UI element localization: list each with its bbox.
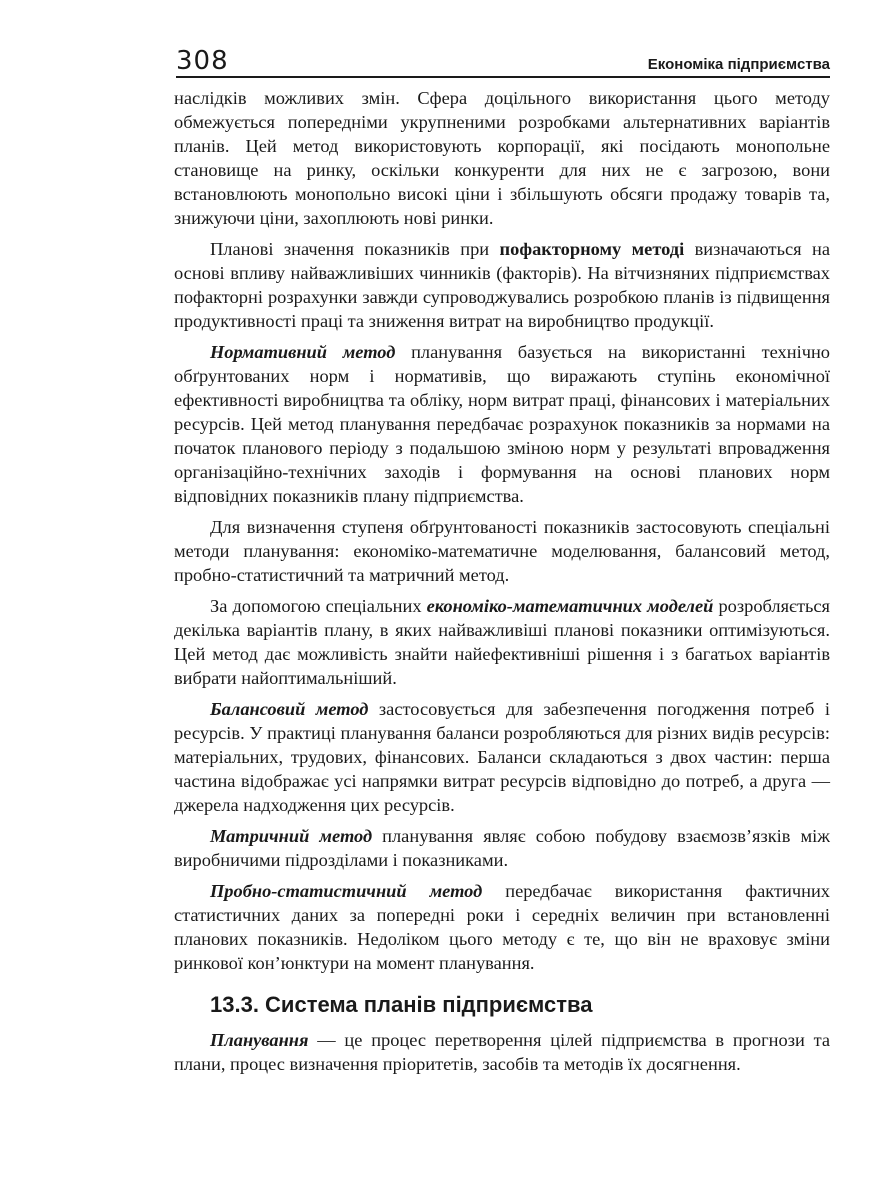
italic-term: Планування (210, 1030, 309, 1050)
paragraph-text: визначаються на основі впливу найважливіших чинників (факторів). На вітчизняних підприємствах пофакторні розрахунки завжди супроводжувались розробкою планів із підвищення продуктивності праці та зниження витрат на виробництво продукції. (174, 239, 830, 331)
italic-term: Балансовий метод (210, 699, 369, 719)
paragraph-continuation (174, 86, 830, 230)
section-heading: 13.3. Система планів підприємства (210, 992, 593, 1017)
paragraph-text: планування являє собою побудову взаємозв’язків між виробничими підрозділами і показниками. (174, 826, 830, 870)
paragraph-planning-definition (174, 1028, 830, 1076)
paragraph-normative-method (174, 340, 830, 508)
paragraph-special-methods (174, 515, 830, 587)
page-number: 308 (176, 46, 229, 76)
paragraph-text: передбачає використання фактичних статистичних даних за попередні роки і середніх величин при встановленні планових показників. Недоліком цього методу є те, що він не враховує зміни ринкової кон’юнктури на момент планування. (174, 881, 830, 973)
paragraph-balance-method (174, 697, 830, 817)
paragraph-text: Для визначення ступеня обґрунтованості показників застосовують спеціальні методи планування: економіко-математичне моделювання, балансовий метод, пробно-статистичний та матричний метод. (174, 517, 830, 585)
running-title: Економіка підприємства (647, 56, 830, 73)
page-body (174, 86, 830, 1076)
paragraph-statistical-method (174, 879, 830, 975)
paragraph-factor-method (174, 237, 830, 333)
paragraph-text: розробляється декілька варіантів плану, в яких найважливіші планові показники оптимізуються. Цей метод дає можливість знайти найефективніші рішення і з багатьох варіантів вибрати найоптимальніший. (174, 596, 830, 688)
paragraph-text: наслідків можливих змін. Сфера доцільного використання цього методу обмежується попередніми укрупненими розробками альтернативних варіантів планів. Цей метод використовують корпорації, які посідають монопольне становище на ринку, оскільки конкуренти для них не є загрозою, вони встановлюють монопольно високі ціни і збільшують обсяги продажу товарів та, знижуючи ціни, захоплюють нові ринки. (174, 88, 830, 228)
italic-term: Пробно-статистичний метод (210, 881, 483, 901)
paragraph-matrix-method (174, 824, 830, 872)
italic-term: Нормативний метод (210, 342, 396, 362)
paragraph-text: За допомогою спеціальних (210, 596, 427, 616)
italic-term: економіко-математичних моделей (426, 596, 714, 616)
page-header (176, 46, 830, 78)
paragraph-math-models (174, 594, 830, 690)
paragraph-text: Планові значення показників при (210, 239, 500, 259)
paragraph-text: планування базується на використанні технічно обґрунтованих норм і нормативів, що виражають ступінь економічної ефективності виробництва та обліку, норм витрат праці, фінансових і матеріальних ресурсів. Цей метод планування передбачає розрахунок показників за нормами на початок планового періоду з подальшою зміною норм у результаті впровадження організаційно-технічних заходів і формування на основі планових норм відповідних показників плану підприємства. (174, 342, 830, 506)
paragraph-text: застосовується для забезпечення погодження потреб і ресурсів. У практиці планування баланси розробляються для різних видів ресурсів: матеріальних, трудових, фінансових. Баланси складаються з двох частин: перша частина відображає усі напрямки витрат ресурсів відповідно до потреб, а друга — джерела надходження цих ресурсів. (174, 699, 830, 815)
bold-term: пофакторному методі (499, 239, 685, 259)
italic-term: Матричний метод (210, 826, 373, 846)
paragraph-text: — це процес перетворення цілей підприємства в прогнози та плани, процес визначення пріоритетів, засобів та методів їх досягнення. (174, 1030, 830, 1074)
